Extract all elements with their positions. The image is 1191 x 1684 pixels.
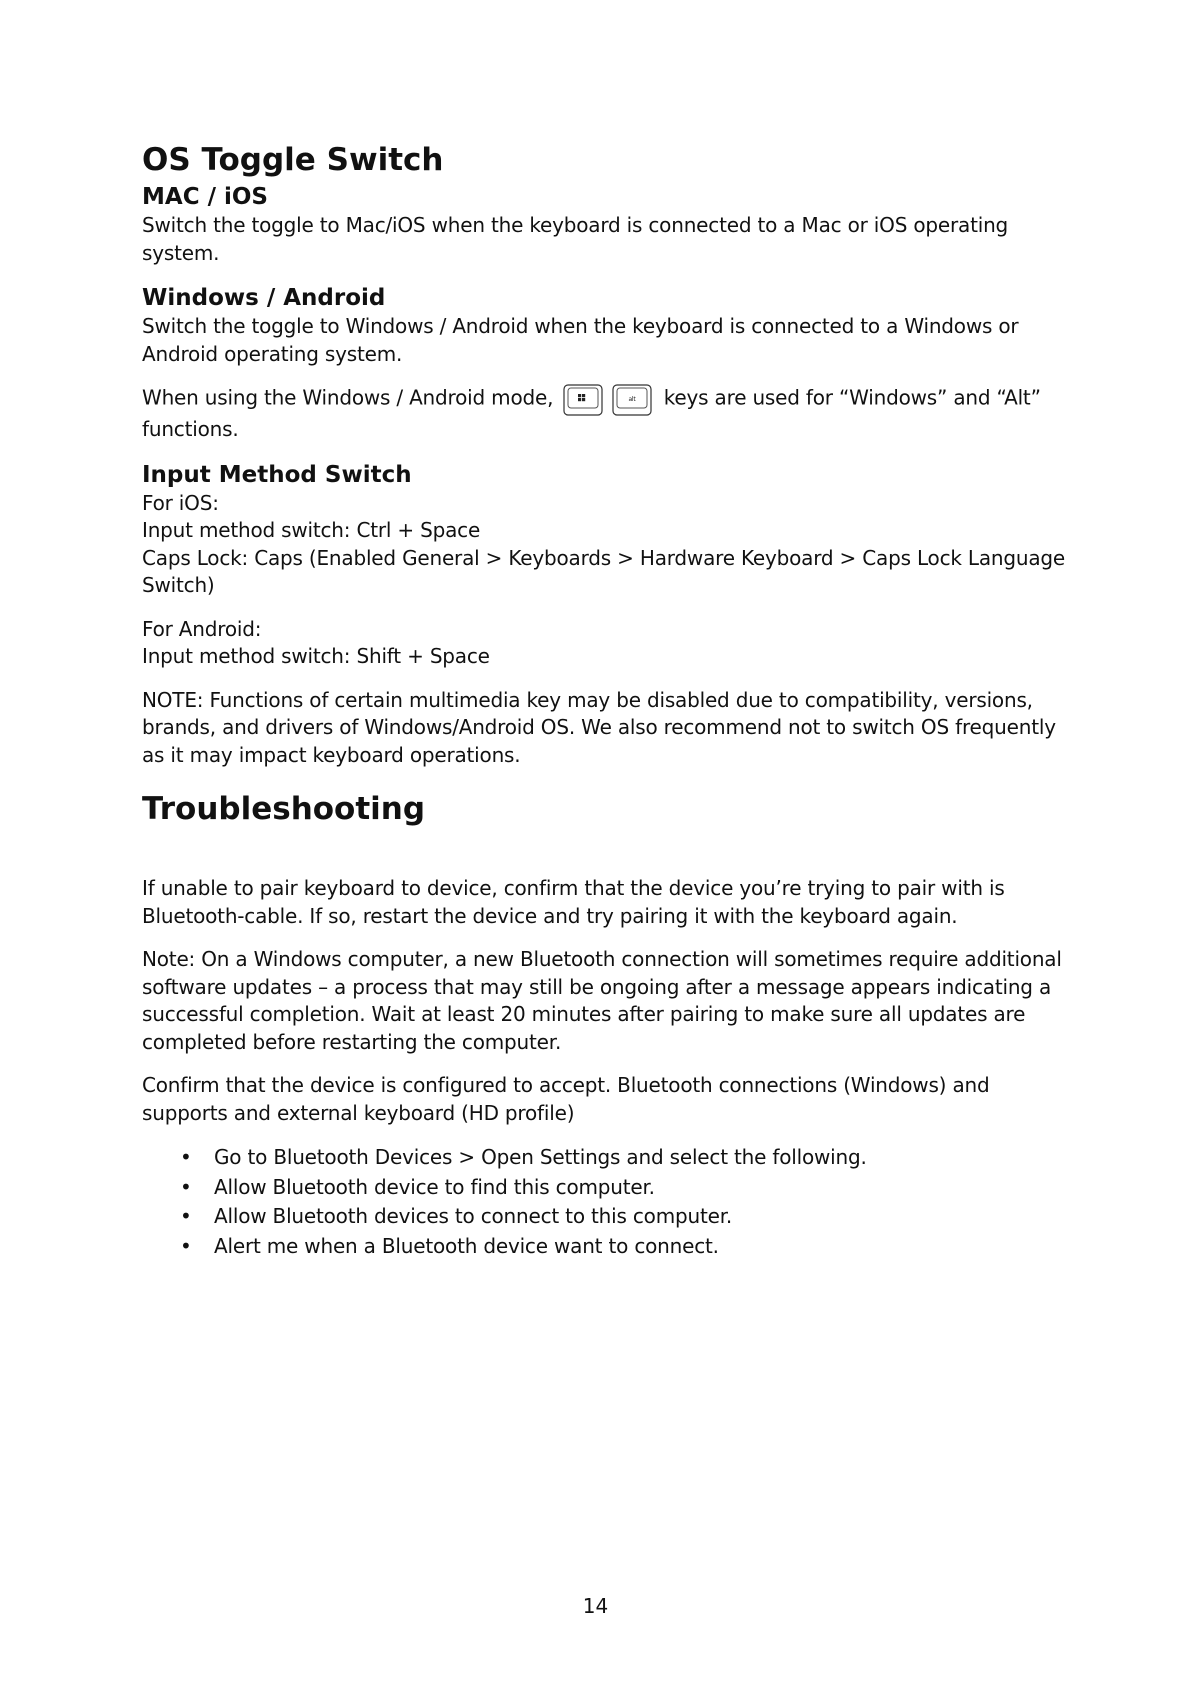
bullet-icon: • <box>180 1204 192 1228</box>
troubleshooting-config-paragraph: Confirm that the device is configured to accept. Bluetooth connections (Windows) and supports and external keyboard (HD profile) <box>142 1073 990 1125</box>
troubleshooting-windows-note: Note: On a Windows computer, a new Bluetooth connection will sometimes require additional software updates – a process that may still be ongoing after a message appears indicating a successful completion. Wait at least 20 minutes after pairing to make sure all updates are completed before restarting the computer. <box>142 947 1062 1054</box>
input-method-subheading: Input Method Switch <box>142 461 412 488</box>
mac-ios-description: Switch the toggle to Mac/iOS when the keyboard is connected to a Mac or iOS operating system. <box>142 213 1009 265</box>
ios-caps-lock: Caps Lock: Caps (Enabled General > Keyboards > Hardware Keyboard > Caps Lock Language Switch) <box>142 545 1066 597</box>
input-method-note: NOTE: Functions of certain multimedia key may be disabled due to compatibility, versions, brands, and drivers of Windows/Android OS. We also recommend not to switch OS frequently as it may impact keyboard operations. <box>142 687 1056 767</box>
windows-android-subheading: Windows / Android <box>142 285 386 311</box>
os-toggle-heading: OS Toggle Switch <box>142 142 444 178</box>
ios-input-switch: Input method switch: Ctrl + Space <box>142 518 481 542</box>
bluetooth-settings-list <box>142 1143 1067 1261</box>
list-item <box>142 1173 1067 1203</box>
list-item-text: Allow Bluetooth devices to connect to this computer. <box>214 1204 733 1228</box>
alt-key-label: alt <box>628 396 636 403</box>
ios-label: For iOS: <box>142 490 219 515</box>
android-label: For Android: <box>142 616 262 641</box>
alt-key-icon <box>612 384 652 416</box>
list-item <box>142 1143 1067 1173</box>
list-item <box>142 1202 1067 1232</box>
windows-android-description: Switch the toggle to Windows / Android when the keyboard is connected to a Windows or Android operating system. <box>142 314 1019 366</box>
bullet-icon: • <box>180 1174 192 1199</box>
bullet-icon: • <box>180 1145 192 1169</box>
list-item-text: Allow Bluetooth device to find this computer. <box>214 1174 655 1199</box>
mac-ios-subheading: MAC / iOS <box>142 184 268 210</box>
android-input-switch: Input method switch: Shift + Space <box>142 644 490 668</box>
list-item-text: Alert me when a Bluetooth device want to connect. <box>214 1233 719 1258</box>
windows-key-icon <box>563 384 603 416</box>
keys-text-before: When using the Windows / Android mode, <box>142 385 554 410</box>
keys-text-after: keys are used for “Windows” and “Alt” functions. <box>142 385 1041 441</box>
keycap-group <box>563 384 653 416</box>
keys-usage-paragraph <box>142 384 1067 444</box>
list-item <box>142 1232 1067 1262</box>
document-page <box>142 140 1067 1261</box>
troubleshooting-pairing-paragraph: If unable to pair keyboard to device, confirm that the device you’re trying to pair with is Bluetooth-cable. If so, restart the device and try pairing it with the keyboard again. <box>142 876 1005 928</box>
page-number: 14 <box>582 1594 609 1618</box>
bullet-icon: • <box>180 1233 192 1258</box>
troubleshooting-heading: Troubleshooting <box>142 791 426 827</box>
list-item-text: Go to Bluetooth Devices > Open Settings and select the following. <box>214 1145 867 1169</box>
